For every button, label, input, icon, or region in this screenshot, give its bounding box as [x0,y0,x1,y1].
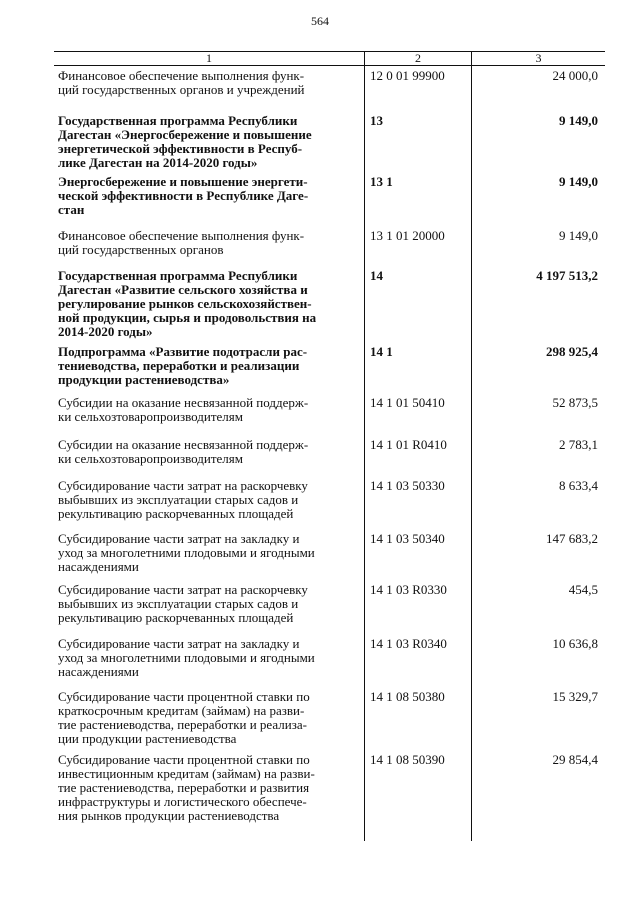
row-amount: 52 873,5 [552,395,598,410]
row-name: Государственная программа Республики Дагестан «Энергосбережение и повышение энергетической эффективности в Респуб- лике Дагестан на 2014-2020 годы» [58,113,312,170]
row-code: 13 1 [370,174,393,189]
row-name: Субсидирование части процентной ставки по краткосрочным кредитам (займам) на разви- тие растениеводства, переработки и реализа- ции продукции растениеводства [58,689,310,746]
row-name: Субсидирование части затрат на раскорчевку выбывших из эксплуатации старых садов и рекультивацию раскорчеванных площадей [58,582,308,625]
row-code: 14 [370,268,383,283]
row-amount: 9 149,0 [559,228,598,243]
row-code: 14 1 [370,344,393,359]
row-name: Энергосбережение и повышение энергети- ческой эффективности в Республике Даге- стан [58,174,309,217]
header-column-1: 1 [206,51,212,65]
row-name: Финансовое обеспечение выполнения функ- ций государственных органов [58,228,305,257]
row-amount: 147 683,2 [546,531,598,546]
row-name: Субсидирование части процентной ставки по инвестиционным кредитам (займам) на разви- тие растениеводства, переработки и развития инфраструктуры и логистического обеспече- ния рынков продукции растениеводства [58,752,315,823]
header-column-3: 3 [535,51,542,65]
row-amount: 24 000,0 [552,68,598,83]
column-divider [364,51,365,841]
row-amount: 4 197 513,2 [536,268,598,283]
row-code: 14 1 01 R0410 [370,437,447,452]
page-number: 564 [311,14,329,28]
row-name: Субсидии на оказание несвязанной поддерж- ки сельхозтоваропроизводителям [58,437,309,466]
row-name: Субсидирование части затрат на закладку и уход за многолетними плодовыми и ягодными насаждениями [58,636,315,679]
row-amount: 454,5 [568,582,598,597]
row-amount: 29 854,4 [552,752,598,767]
row-code: 14 1 03 50330 [370,478,445,493]
row-code: 14 1 08 50380 [370,689,445,704]
row-amount: 15 329,7 [552,689,598,704]
row-amount: 9 149,0 [559,174,598,189]
row-code: 13 1 01 20000 [370,228,445,243]
row-amount: 10 636,8 [552,636,598,651]
row-code: 12 0 01 99900 [370,68,445,83]
row-name: Субсидирование части затрат на раскорчевку выбывших из эксплуатации старых садов и рекультивацию раскорчеванных площадей [58,478,308,521]
row-name: Подпрограмма «Развитие подотрасли рас- тениеводства, переработки и реализации продукции растениеводства» [58,344,308,387]
row-code: 14 1 03 R0340 [370,636,447,651]
row-code: 14 1 03 50340 [370,531,445,546]
row-amount: 298 925,4 [546,344,598,359]
row-amount: 2 783,1 [559,437,598,452]
row-code: 14 1 01 50410 [370,395,445,410]
row-name: Субсидирование части затрат на закладку и уход за многолетними плодовыми и ягодными насаждениями [58,531,315,574]
row-name: Государственная программа Республики Дагестан «Развитие сельского хозяйства и регулирование рынков сельскохозяйствен- ной продукции, сырья и продовольствия на 2014-2020 годы» [58,268,317,339]
table-header [54,51,605,66]
row-amount: 9 149,0 [559,113,598,128]
row-code: 13 [370,113,383,128]
row-name: Субсидии на оказание несвязанной поддерж- ки сельхозтоваропроизводителям [58,395,309,424]
header-column-2: 2 [415,51,421,65]
row-code: 14 1 03 R0330 [370,582,447,597]
row-code: 14 1 08 50390 [370,752,445,767]
row-amount: 8 633,4 [559,478,598,493]
row-name: Финансовое обеспечение выполнения функ- ций государственных органов и учреждений [58,68,305,97]
column-divider [471,51,472,841]
